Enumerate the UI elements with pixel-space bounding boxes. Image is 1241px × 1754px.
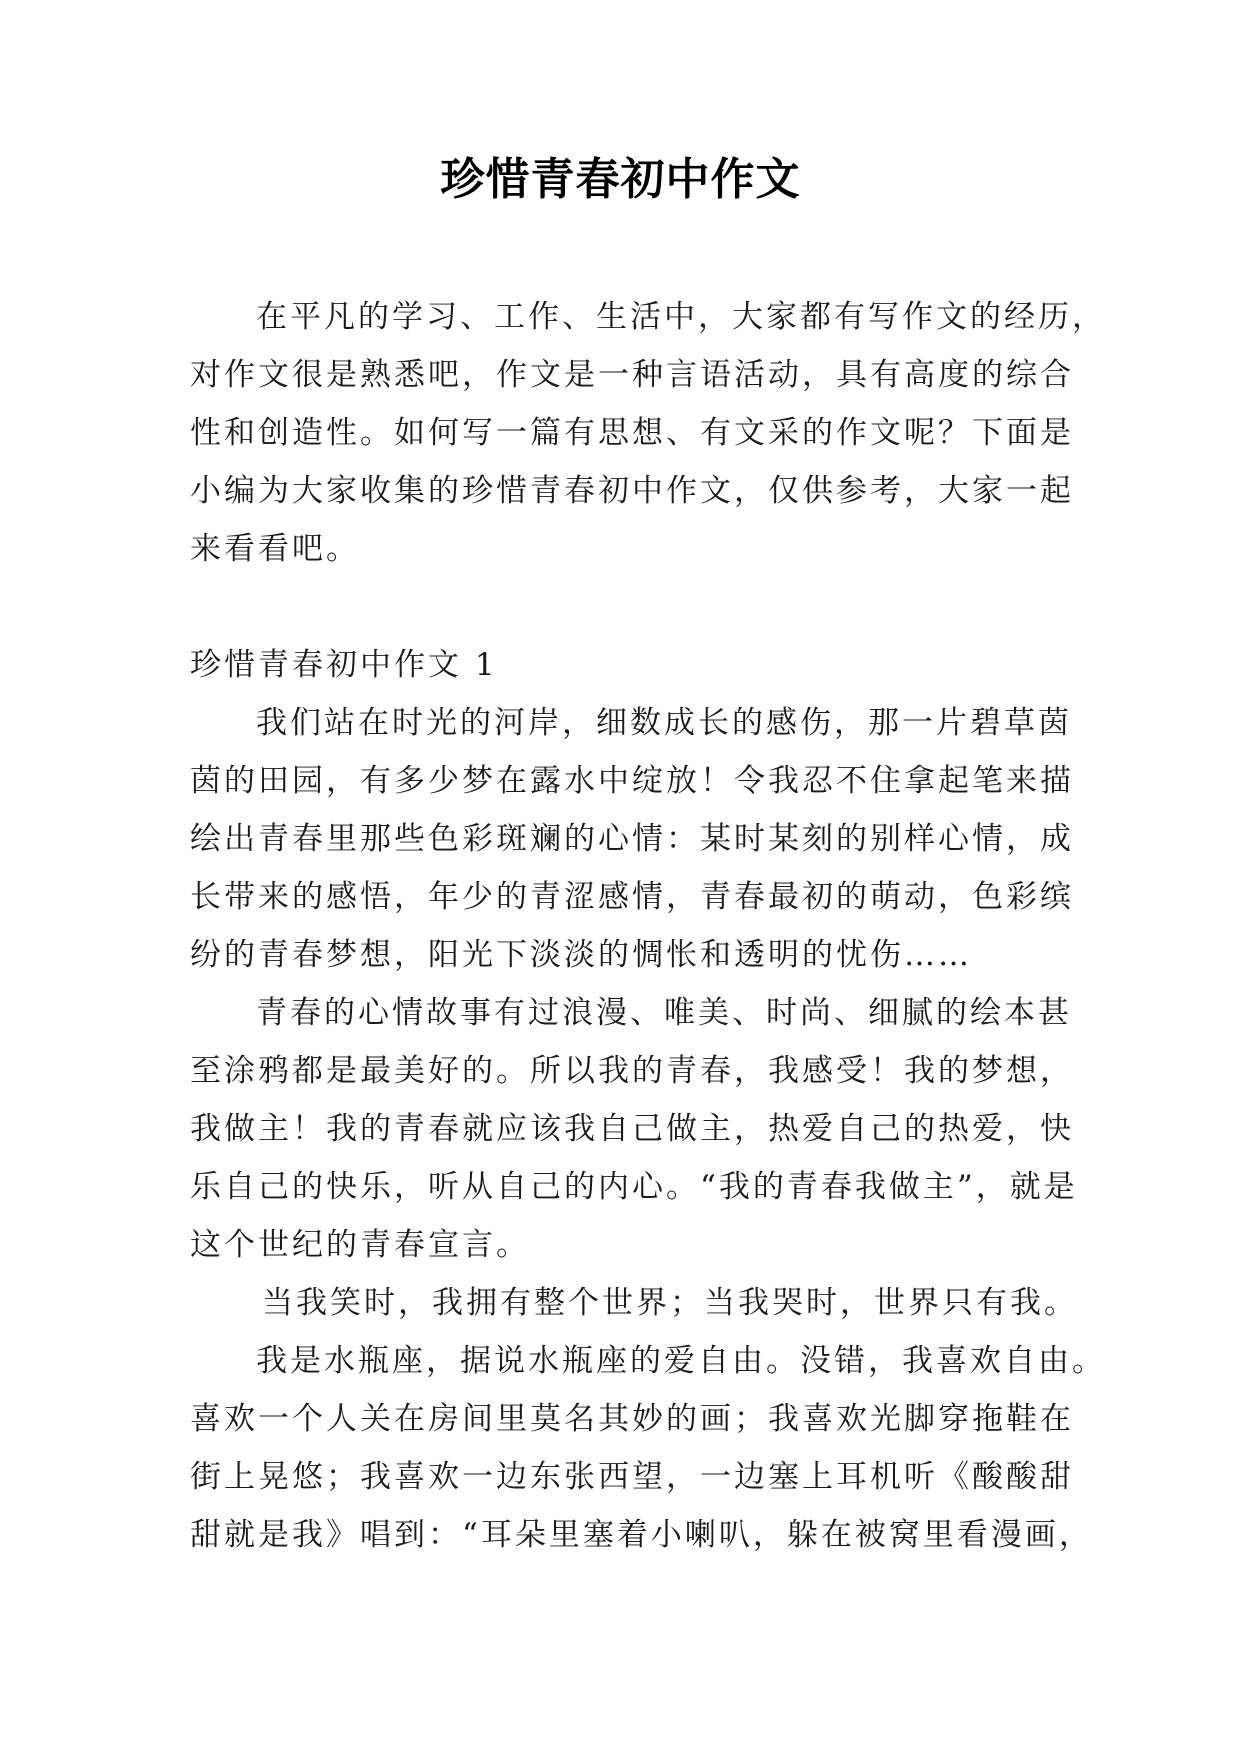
paragraph-line: 至涂鸦都是最美好的。所以我的青春，我感受！我的梦想， <box>190 1053 1074 1089</box>
paragraph-line: 乐自己的快乐，听从自己的内心。“我的青春我做主”，就是 <box>190 1169 1078 1205</box>
intro-line: 在平凡的学习、工作、生活中，大家都有写作文的经历， <box>256 299 1106 335</box>
intro-line: 对作文很是熟悉吧，作文是一种言语活动，具有高度的综合 <box>190 357 1074 393</box>
paragraph-line: 喜欢一个人关在房间里莫名其妙的画；我喜欢光脚穿拖鞋在 <box>190 1401 1074 1437</box>
paragraph-line: 长带来的感悟，年少的青涩感情，青春最初的萌动，色彩缤 <box>190 879 1074 915</box>
paragraph-line: 这个世纪的青春宣言。 <box>190 1227 530 1263</box>
document-body <box>190 288 1106 1564</box>
paragraph-line: 甜就是我》唱到：“耳朵里塞着小喇叭，躲在被窝里看漫画， <box>190 1517 1093 1553</box>
intro-line: 来看看吧。 <box>190 531 360 567</box>
paragraph-line: 我是水瓶座，据说水瓶座的爱自由。没错，我喜欢自由。 <box>256 1343 1106 1379</box>
paragraph-line: 青春的心情故事有过浪漫、唯美、时尚、细腻的绘本甚 <box>256 995 1072 1031</box>
paragraph-line: 街上晃悠；我喜欢一边东张西望，一边塞上耳机听《酸酸甜 <box>190 1459 1074 1495</box>
document-title: 珍惜青春初中作文 <box>440 154 801 205</box>
intro-line: 性和创造性。如何写一篇有思想、有文采的作文呢？下面是 <box>190 415 1074 451</box>
intro-line: 小编为大家收集的珍惜青春初中作文，仅供参考，大家一起 <box>190 473 1074 509</box>
paragraph-line: 我们站在时光的河岸，细数成长的感伤，那一片碧草茵 <box>256 705 1072 741</box>
paragraph-line: 绘出青春里那些色彩斑斓的心情：某时某刻的别样心情，成 <box>190 821 1074 857</box>
section-heading: 珍惜青春初中作文 1 <box>190 647 498 683</box>
paragraph-line: 纷的青春梦想，阳光下淡淡的惆怅和透明的忧伤…… <box>190 937 972 973</box>
paragraph-line: 我做主！我的青春就应该我自己做主，热爱自己的热爱，快 <box>190 1111 1074 1147</box>
paragraph-line: 当我笑时，我拥有整个世界；当我哭时，世界只有我。 <box>262 1285 1078 1321</box>
blank-line <box>190 578 1070 636</box>
paragraph-line: 茵的田园，有多少梦在露水中绽放！令我忍不住拿起笔来描 <box>190 763 1074 799</box>
